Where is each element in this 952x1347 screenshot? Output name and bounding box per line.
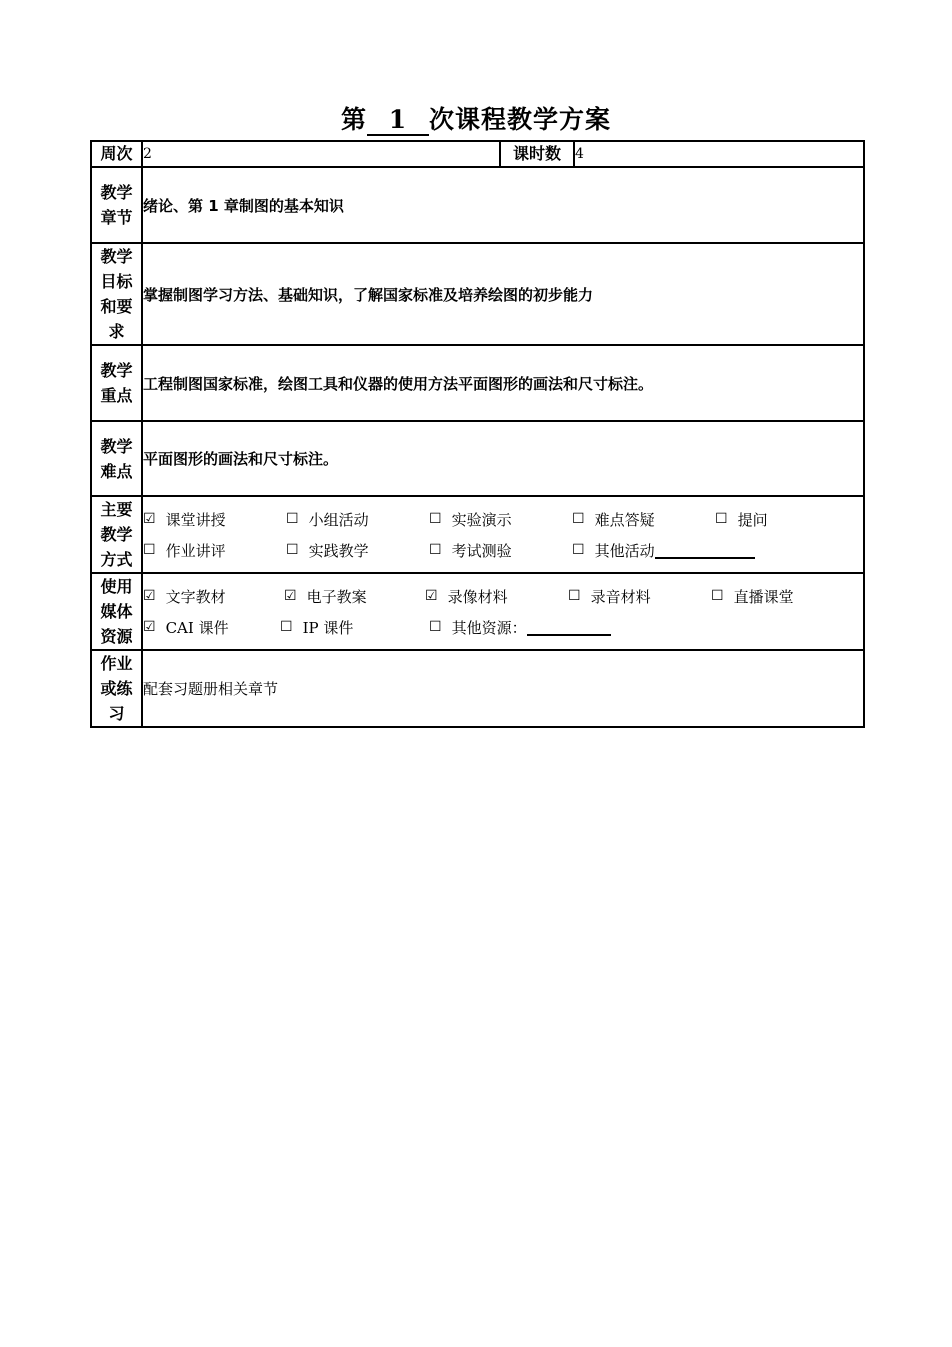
media-option-label: CAI 课件 xyxy=(165,618,229,637)
teaching-method-option-label: 难点答疑 xyxy=(594,510,655,529)
key-points-value: 工程制图国家标准，绘图工具和仪器的使用方法平面图形的画法和尺寸标注。 xyxy=(142,345,864,421)
media-option[interactable] xyxy=(711,586,821,607)
media-label-text: 使用媒体资源 xyxy=(100,577,133,646)
teaching-method-option[interactable] xyxy=(143,509,286,530)
media-option-label: 文字教材 xyxy=(165,587,226,606)
key-points-label-text: 教学重点 xyxy=(100,361,133,405)
page-title xyxy=(0,100,952,136)
checked-box-icon[interactable]: ☑ xyxy=(143,619,156,635)
unchecked-box-icon[interactable]: ☐ xyxy=(568,588,581,604)
media-options xyxy=(142,573,864,650)
hours-label: 课时数 xyxy=(500,141,574,167)
checked-box-icon[interactable]: ☑ xyxy=(143,588,156,604)
lesson-plan-table xyxy=(90,140,865,728)
media-option[interactable] xyxy=(568,586,711,607)
teaching-methods-options xyxy=(142,496,864,573)
unchecked-box-icon[interactable]: ☐ xyxy=(572,511,585,527)
checked-box-icon[interactable]: ☑ xyxy=(425,588,438,604)
chapter-row xyxy=(91,167,864,243)
unchecked-box-icon[interactable]: ☐ xyxy=(429,619,442,635)
teaching-method-option[interactable] xyxy=(572,540,755,561)
teaching-method-option[interactable] xyxy=(286,509,429,530)
homework-value: 配套习题册相关章节 xyxy=(142,650,864,727)
week-value: 2 xyxy=(142,141,500,167)
title-suffix: 次课程教学方案 xyxy=(429,105,612,134)
teaching-method-option[interactable] xyxy=(429,540,572,561)
hours-value: 4 xyxy=(574,141,864,167)
media-line-2 xyxy=(143,612,863,643)
teaching-methods-row xyxy=(91,496,864,573)
chapter-label-text: 教学章节 xyxy=(100,183,133,227)
header-row xyxy=(91,141,864,167)
teaching-method-option-label: 实践教学 xyxy=(308,541,369,560)
media-line-1 xyxy=(143,581,863,612)
media-option-label: 录音材料 xyxy=(590,587,651,606)
teaching-method-option[interactable] xyxy=(429,509,572,530)
media-fill-blank[interactable] xyxy=(527,618,611,636)
week-label: 周次 xyxy=(91,141,142,167)
teaching-methods-line-2 xyxy=(143,535,863,566)
teaching-method-option-label: 提问 xyxy=(737,510,768,529)
difficulties-label-text: 教学难点 xyxy=(100,436,133,481)
teaching-methods-label xyxy=(91,496,142,573)
teaching-method-option-label: 考试测验 xyxy=(451,541,512,560)
teaching-method-option[interactable] xyxy=(572,509,715,530)
teaching-methods-label-text: 主要教学方式 xyxy=(100,500,133,569)
media-option-label: IP 课件 xyxy=(302,618,354,637)
homework-label-text: 作业或练习 xyxy=(100,654,133,723)
teaching-method-option-label: 作业讲评 xyxy=(165,541,226,560)
unchecked-box-icon[interactable]: ☐ xyxy=(280,619,293,635)
media-option[interactable] xyxy=(425,586,568,607)
unchecked-box-icon[interactable]: ☐ xyxy=(143,542,156,558)
media-label xyxy=(91,573,142,650)
media-option-label: 录像材料 xyxy=(447,587,508,606)
media-option[interactable] xyxy=(429,617,611,638)
lesson-number: 1 xyxy=(367,106,429,136)
media-option-label: 电子教案 xyxy=(306,587,367,606)
teaching-method-option-label: 实验演示 xyxy=(451,510,512,529)
unchecked-box-icon[interactable]: ☐ xyxy=(286,511,299,527)
chapter-label xyxy=(91,167,142,243)
media-option-label: 直播课堂 xyxy=(733,587,794,606)
unchecked-box-icon[interactable]: ☐ xyxy=(429,511,442,527)
unchecked-box-icon[interactable]: ☐ xyxy=(711,588,724,604)
teaching-method-option-label: 小组活动 xyxy=(308,510,369,529)
difficulties-row xyxy=(91,421,864,496)
teaching-method-fill-blank[interactable] xyxy=(655,541,755,559)
teaching-methods-line-1 xyxy=(143,504,863,535)
media-row xyxy=(91,573,864,650)
homework-row xyxy=(91,650,864,727)
media-option[interactable] xyxy=(284,586,425,607)
media-option[interactable] xyxy=(143,617,280,638)
media-option-label: 其他资源： xyxy=(451,618,527,637)
unchecked-box-icon[interactable]: ☐ xyxy=(429,542,442,558)
teaching-method-option[interactable] xyxy=(143,540,286,561)
difficulties-value: 平面图形的画法和尺寸标注。 xyxy=(142,421,864,496)
media-option[interactable] xyxy=(280,617,429,638)
difficulties-label xyxy=(91,421,142,496)
teaching-method-option[interactable] xyxy=(715,509,815,530)
goals-value: 掌握制图学习方法、基础知识，了解国家标准及培养绘图的初步能力 xyxy=(142,243,864,345)
chapter-value: 绪论、第 1 章制图的基本知识 xyxy=(142,167,864,243)
checked-box-icon[interactable]: ☑ xyxy=(284,588,297,604)
goals-row xyxy=(91,243,864,345)
teaching-method-option-label: 其他活动 xyxy=(594,541,655,560)
key-points-label xyxy=(91,345,142,421)
title-prefix: 第 xyxy=(340,105,367,134)
unchecked-box-icon[interactable]: ☐ xyxy=(572,542,585,558)
homework-label xyxy=(91,650,142,727)
teaching-method-option[interactable] xyxy=(286,540,429,561)
media-option[interactable] xyxy=(143,586,284,607)
teaching-method-option-label: 课堂讲授 xyxy=(165,510,226,529)
key-points-row xyxy=(91,345,864,421)
goals-label-text: 教学目标和要求 xyxy=(100,247,133,341)
unchecked-box-icon[interactable]: ☐ xyxy=(286,542,299,558)
goals-label xyxy=(91,243,142,345)
checked-box-icon[interactable]: ☑ xyxy=(143,511,156,527)
unchecked-box-icon[interactable]: ☐ xyxy=(715,511,728,527)
